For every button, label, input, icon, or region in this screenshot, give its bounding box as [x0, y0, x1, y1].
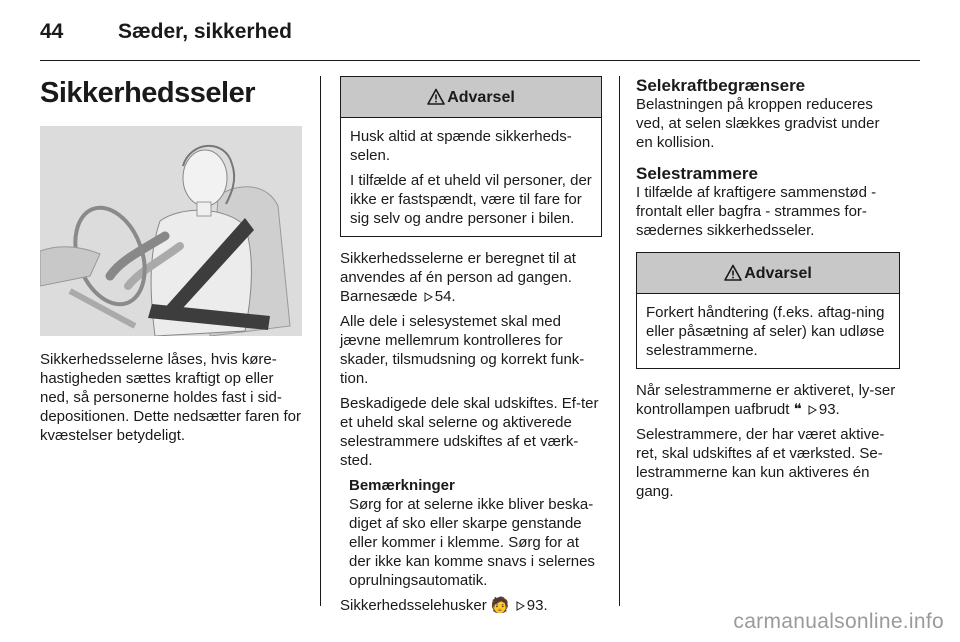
pretensioner-section	[636, 164, 900, 240]
note-title: Bemærkninger	[349, 477, 455, 494]
paragraph-usage	[340, 249, 602, 306]
page-reference-arrow-icon	[516, 601, 525, 611]
warning-title: Advarsel	[744, 264, 812, 282]
warning-box	[636, 252, 900, 369]
load-limiter-section	[636, 76, 900, 152]
warning-triangle-icon	[427, 88, 445, 106]
paragraph-usage-text: Sikkerhedsselerne er beregnet til at anvendes af én person ad gangen. Barnesæde	[340, 250, 576, 305]
indicator-text: Når selestrammerne er aktiveret, ly-ser kontrollampen uafbrudt	[636, 382, 896, 418]
paragraph-replacement: Beskadigede dele skal udskiftes. Ef-ter et uheld skal selerne og aktiverede selestrammere udskiftes af et værk-sted.	[340, 395, 599, 469]
warning-title: Advarsel	[447, 88, 515, 106]
subheading-pretensioner: Selestrammere	[636, 164, 758, 183]
page-reference-arrow-icon	[808, 405, 817, 415]
figure-caption: Sikkerhedsselerne låses, hvis køre-hastigheden sættes kraftigt op eller ned, så personerne holdes fast i sid-depositionen. Dette nedsætter faren for kvæstelser betydeligt.	[40, 351, 301, 444]
pretensioner-text: I tilfælde af kraftigere sammenstød - frontalt eller bagfra - strammes for-sædernes sikkerhedsseler.	[636, 184, 877, 239]
airbag-warning-icon: ❝	[793, 401, 802, 418]
paragraph-inspection: Alle dele i selesystemet skal med jævne mellemrum kontrolleres for skader, tilsmudsning og korrekt funk-tion.	[340, 313, 585, 387]
warning-text: Forkert håndtering (f.eks. aftag-ning eller påsætning af seler) kan udløse selestrammerne.	[646, 304, 885, 359]
warning-header	[637, 253, 899, 294]
column-divider-2	[619, 76, 620, 606]
watermark: carmanualsonline.info	[733, 610, 944, 633]
page-reference-arrow-icon	[424, 292, 433, 302]
column-divider-1	[320, 76, 321, 606]
warning-text-2: I tilfælde af et uheld vil personer, der ikke er fastspændt, være til fare for sig selv og andre personer i bilen.	[350, 172, 592, 227]
reminder-text: Sikkerhedsselehusker	[340, 597, 487, 614]
paragraph-reminder	[340, 596, 602, 615]
column-left	[40, 76, 302, 451]
page-header	[40, 20, 920, 64]
subheading-load-limiter: Selekraftbegrænsere	[636, 76, 806, 95]
section-title: Sikkerhedsseler	[40, 77, 255, 109]
page-number: 44	[40, 20, 64, 43]
page-reference-link[interactable]: 93.	[818, 401, 840, 418]
load-limiter-text: Belastningen på kroppen reduceres ved, at selen slækkes gradvist under en kollision.	[636, 96, 880, 151]
paragraph-indicator	[636, 381, 900, 419]
paragraph-replace-pretensioner: Selestrammere, der har været aktive-ret, skal udskiftes af et værksted. Se-lestrammerne kan kun aktiveres én gang.	[636, 426, 885, 500]
header-rule	[40, 60, 920, 61]
warning-triangle-icon	[724, 264, 742, 282]
note-block	[340, 476, 602, 590]
seatbelt-reminder-icon: 🧑	[490, 597, 510, 614]
note-text: Sørg for at selerne ikke bliver beska-diget af sko eller skarpe genstande eller kommer i klemme. Sørg for at der ikke kan komme snavs i selernes oprulningsautomatik.	[349, 496, 595, 589]
warning-text-1: Husk altid at spænde sikkerheds-selen.	[350, 128, 572, 164]
warning-box	[340, 76, 602, 237]
driver-with-seat-belt-illustration	[40, 126, 302, 336]
chapter-title: Sæder, sikkerhed	[118, 20, 292, 43]
column-middle	[340, 76, 602, 621]
column-right	[636, 76, 900, 507]
seatbelt-figure	[40, 126, 302, 336]
page-reference-link[interactable]: 93.	[526, 597, 548, 614]
warning-header	[341, 77, 601, 118]
page-reference-link[interactable]: 54.	[434, 288, 456, 305]
